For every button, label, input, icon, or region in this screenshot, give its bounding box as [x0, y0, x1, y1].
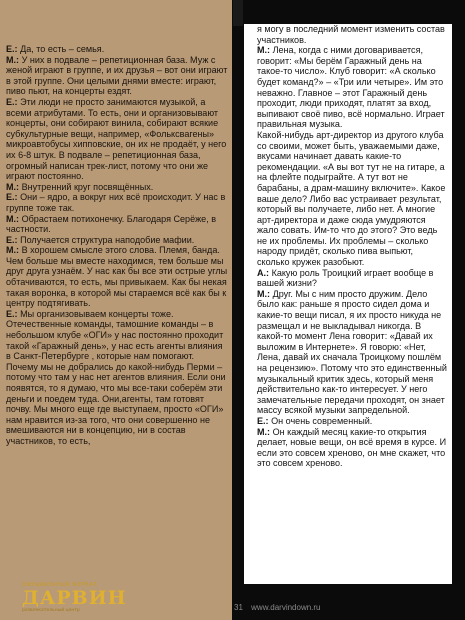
- paragraph-text: Друг. Мы с ним просто дружим. Дело было как: раньше я просто сидел дома и какие-то вещи писал, я их просто никуда не размещал и не выкладывал никогда. В какой-то момент Лена говорит: «Давай их выложим в Интернете». Я говорю: «Нет, Лена, давай их сначала Троицкому пошлём на рецензию». Потому что это единственный музыкальный критик здесь, который меня действительно как-то интересует. У него замечательные передачи проходят, он знает массу всякой музыки запредельной.: [257, 288, 447, 416]
- interview-paragraph: [257, 289, 447, 416]
- speaker-label: А.:: [257, 267, 270, 278]
- speaker-label: Е.:: [6, 192, 18, 203]
- interview-paragraph: [6, 55, 228, 97]
- page-number: 31: [234, 603, 243, 612]
- left-article-text: [6, 44, 228, 447]
- interview-paragraph: [6, 44, 228, 55]
- paragraph-text: Какой-нибудь арт-директор из другого клуба со своими, может быть, уважаемыми даже, вкусами начинает давать какие-то рекомендации. «А вы вот тут не на гитаре, а на флейте подыграйте. А тут вот не барабаны, а драм-машину включите». Какое ваше дело? Либо вас устраивает результат, который вы получаете, либо нет. А многие арт-директора и даже сюда умудряются жало совать. Им-то что до этого? Это ведь не их проблемы. Их проблемы – сколько народу придёт, сколько пива выпьют, сколько кружек разобьют.: [257, 129, 446, 268]
- paragraph-text: Он каждый месяц какие-то открытия делает, новые вещи, он всё время в курсе. И если это совсем хреново, он мне скажет, что это совсем хреново.: [257, 426, 447, 469]
- logo-name: ДАРВИН: [22, 587, 127, 609]
- speaker-label: Е.:: [6, 234, 18, 245]
- paragraph-text: Да, то есть – семья.: [17, 44, 105, 54]
- speaker-label: М.:: [6, 54, 20, 65]
- interview-paragraph: [257, 268, 447, 289]
- paragraph-text: Обрастаем потихонечку. Благодаря Серёже, в частности.: [6, 213, 217, 235]
- paragraph-text: я могу в последний момент изменить состав участников.: [257, 24, 445, 45]
- interview-paragraph: [257, 24, 447, 45]
- logo-bottom-line: развлекательный центр: [22, 608, 80, 613]
- paragraph-text: Лена, когда с ними договаривается, говорит: «Мы берём Гаражный день на такое-то число». Клуб говорит: «А сколько будет команд?» – «Три или четыре». Им это неважно. Главное – этот Гаражный день проходит, люди приходят, платят за вход, выпивают своё пиво, всё нормально. Играет правильная музыка.: [257, 45, 445, 130]
- interview-paragraph: [257, 130, 447, 268]
- speaker-label: М.:: [257, 45, 271, 56]
- paragraph-text: Получается структура наподобие мафии.: [17, 234, 195, 245]
- interview-paragraph: [6, 309, 228, 447]
- interview-paragraph: [6, 214, 228, 235]
- darvin-logo: [22, 582, 127, 613]
- speaker-label: М.:: [6, 213, 20, 224]
- speaker-label: М.:: [6, 181, 20, 192]
- left-column: [0, 0, 232, 620]
- interview-paragraph: [257, 45, 447, 130]
- interview-paragraph: [6, 245, 228, 309]
- speaker-label: М.:: [6, 245, 20, 256]
- paragraph-text: У них в подвале – репетиционная база. Муж с женой играют в группе, и их друзья – вот они играют в этой группе. Они целыми днями вместе: играют, пиво пьют, на концерты ездят.: [6, 54, 228, 97]
- speaker-label: М.:: [257, 288, 271, 299]
- interview-paragraph: [257, 427, 447, 469]
- paragraph-text: Какую роль Троицкий играет вообще в вашей жизни?: [257, 267, 434, 289]
- interview-paragraph: [6, 192, 228, 213]
- speaker-label: Е.:: [6, 44, 18, 54]
- paragraph-text: Мы организовываем концерты тоже. Отечественные команды, тамошние команды – в небольшом клубе «ОГИ» у нас постоянно проходит такой «Гаражный день», у нас есть агенты влияния в Санкт-Петербурге , которые нам помогают. Почему мы не добрались до какой-нибудь Перми – потому что там у нас нет агентов влияния. Если они появятся, то я думаю, что мы все-таки соберём эти деньги и поедем туда. Они,агенты, там готовят почву. Мы многo еще где выступаем, просто «ОГИ» нам нравится из-за того, что они совершенно не вмешиваются ни в концепцию, ни в состав участников, то есть,: [6, 308, 226, 446]
- paragraph-text: Он очень современный.: [268, 415, 373, 426]
- speaker-label: Е.:: [6, 308, 18, 319]
- speaker-label: М.:: [257, 426, 271, 437]
- page-footer: [234, 603, 321, 612]
- logo-top-line: ОФИЦИАЛЬНЫЙ ЖУРНАЛ: [22, 582, 98, 588]
- speaker-label: Е.:: [6, 96, 18, 107]
- paragraph-text: Внутренний круг посвящённых.: [19, 181, 154, 192]
- interview-paragraph: [6, 235, 228, 246]
- column-divider-strip: [233, 0, 243, 26]
- right-column: [244, 24, 452, 584]
- interview-paragraph: [6, 182, 228, 193]
- speaker-label: Е.:: [257, 415, 269, 426]
- interview-paragraph: [6, 97, 228, 182]
- website-url[interactable]: www.darvindown.ru: [251, 603, 321, 612]
- interview-paragraph: [257, 416, 447, 427]
- paragraph-text: Эти люди не просто занимаются музыкой, а всеми атрибутами. То есть, они и организовывают концерты, они собирают винила, собирают всякие субкультурные вещи, например, «Фольксвагены» микроавтобусы хипповские, он их не продаёт, у него их 6-8 штук. В подвале – репетиционная база, огромный написан трек-лист, потому что они же играют постоянно.: [6, 96, 227, 182]
- paragraph-text: Они – ядро, а вокруг них всё происходит. У нас в группе тоже так.: [6, 192, 226, 213]
- paragraph-text: В хорошем смысле этого слова. Племя, банда. Чем больше мы вместе находимся, тем больше мы друг друга узнаём. У нас как бы все эти острые углы обтачиваются, то есть, мы привыкаем. Как бы некая такая воронка, в которой мы стараемся всё как бы к центру подтягивать.: [6, 245, 228, 309]
- right-article-text: [257, 24, 447, 469]
